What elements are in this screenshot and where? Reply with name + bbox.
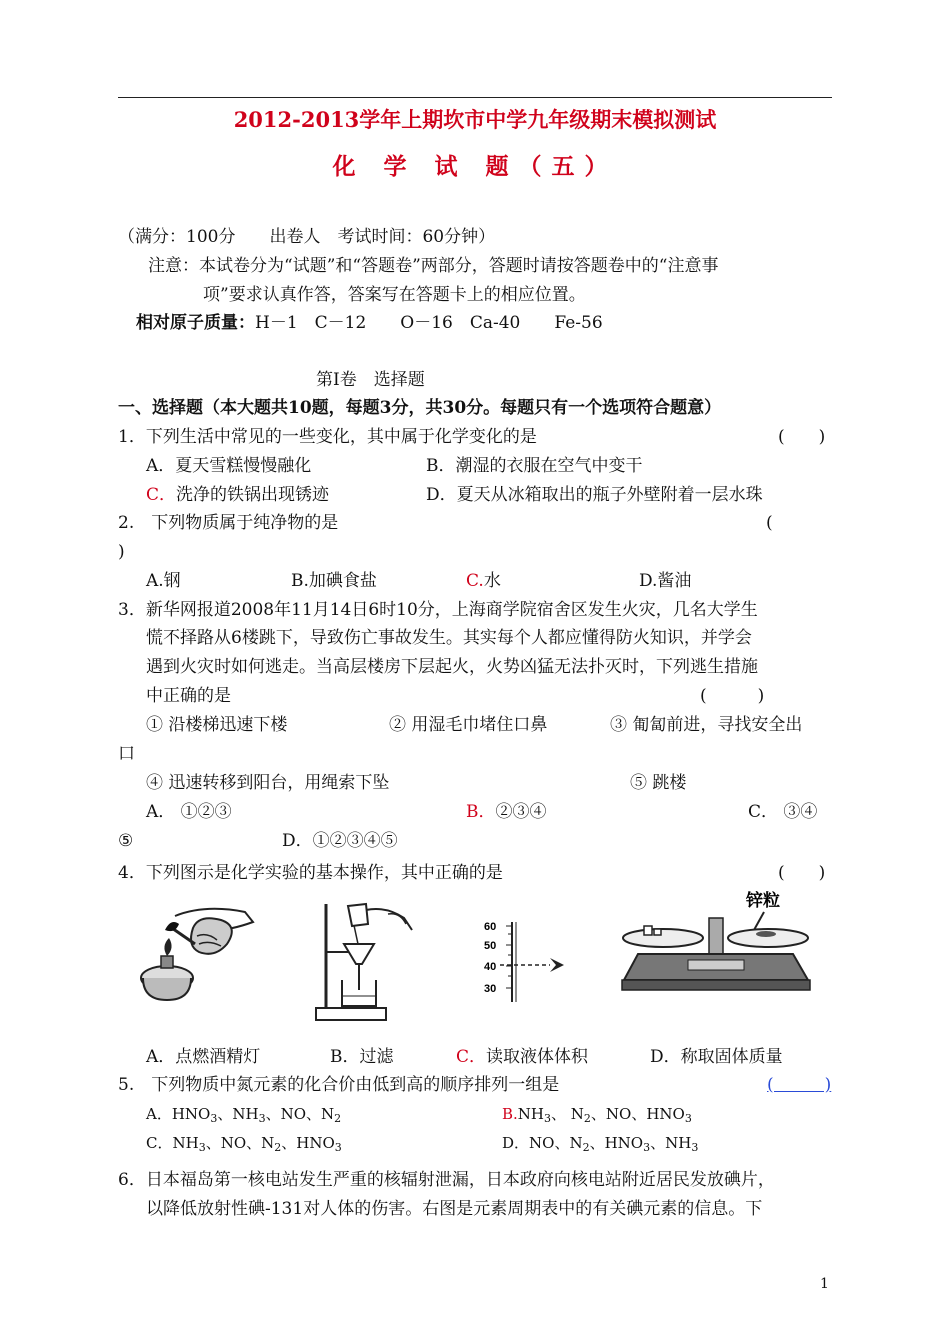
filtration-figure bbox=[308, 900, 428, 1025]
question-3-measure-3: ③ 匍匐前进，寻找安全出 bbox=[610, 715, 803, 735]
option-letter: B. bbox=[502, 1105, 518, 1123]
page-number: 1 bbox=[820, 1276, 829, 1292]
exam-subtitle: 化 学 试 题（五） bbox=[332, 153, 618, 180]
atomic-mass-line bbox=[136, 313, 603, 333]
question-1-blank: ( ) bbox=[778, 427, 826, 447]
question-2-blank-close: ) bbox=[118, 542, 125, 562]
question-3-line-1: 3．新华网报道2008年11月14日6时10分，上海商学院宿舍区发生火灾，几名大学生 bbox=[118, 600, 758, 620]
scale-tick-30: 30 bbox=[484, 983, 497, 995]
question-3-measure-5: ⑤ 跳楼 bbox=[630, 773, 687, 793]
question-4-option-a: A．点燃酒精灯 bbox=[146, 1047, 261, 1067]
option-letter: C． bbox=[146, 485, 177, 505]
question-5-option-c: C．$NH_3$、NO、$N_2$、$HNO_3$ bbox=[146, 1134, 342, 1154]
balance-figure bbox=[618, 880, 833, 1000]
question-1-option-a: A．夏天雪糕慢慢融化 bbox=[146, 456, 312, 476]
question-3-measure-4: ④ 迅速转移到阳台，用绳索下坠 bbox=[146, 773, 390, 793]
question-1-option-c bbox=[146, 485, 329, 505]
question-5-option-b bbox=[502, 1104, 692, 1129]
question-3-option-c: C． ③④ bbox=[748, 802, 818, 822]
question-5-stem: 5. 下列物质中氮元素的化合价由低到高的顺序排列一组是 bbox=[118, 1075, 560, 1095]
notice-line-2: 项”要求认真作答，答案写在答题卡上的相应位置。 bbox=[203, 285, 586, 305]
question-3-option-b bbox=[466, 802, 547, 822]
question-3-option-c-cont: ⑤ bbox=[118, 831, 134, 851]
question-5-blank: ( ) bbox=[767, 1075, 832, 1095]
notice-line-1: 注意：本试卷分为“试题”和“答题卷”两部分，答题时请按答题卷中的“注意事 bbox=[148, 256, 719, 276]
scale-tick-50: 50 bbox=[484, 940, 497, 952]
alcohol-lamp-figure bbox=[135, 900, 260, 1010]
question-4-option-b: B．过滤 bbox=[330, 1047, 394, 1067]
volume-title: 第Ⅰ卷 选择题 bbox=[316, 370, 425, 390]
question-1-option-d: D．夏天从冰箱取出的瓶子外壁附着一层水珠 bbox=[426, 485, 763, 505]
option-letter: B． bbox=[466, 802, 496, 822]
question-2-option-d: D.酱油 bbox=[639, 571, 692, 591]
question-2-option-a: A.钢 bbox=[146, 571, 181, 591]
atomic-mass-values: H－1 C－12 O－16 Ca-40 Fe-56 bbox=[255, 313, 603, 333]
scale-tick-60: 60 bbox=[484, 921, 497, 933]
question-3-option-a: A． ①②③ bbox=[146, 802, 232, 822]
question-1-stem: 1．下列生活中常见的一些变化，其中属于化学变化的是 bbox=[118, 427, 537, 447]
question-3-line-4: 中正确的是 bbox=[146, 686, 231, 706]
question-5-option-d: D．NO、$N_2$、$HNO_3$、$NH_3$ bbox=[502, 1134, 699, 1154]
exam-title: 2012-2013学年上期坎市中学九年级期末模拟测试 bbox=[233, 107, 717, 132]
question-3-line-2: 慌不择路从6楼跳下，导致伤亡事故发生。其实每个人都应懂得防火知识，并学会 bbox=[146, 628, 752, 648]
question-1-option-b: B．潮湿的衣服在空气中变干 bbox=[426, 456, 643, 476]
score-line: （满分：100分 出卷人 考试时间：60分钟） bbox=[118, 227, 496, 247]
question-3-blank: ( ) bbox=[700, 686, 765, 706]
option-letter: C． bbox=[456, 1047, 487, 1067]
question-3-measure-2: ② 用湿毛巾堵住口鼻 bbox=[389, 715, 548, 735]
question-2-option-b: B.加碘食盐 bbox=[291, 571, 377, 591]
scale-tick-40: 40 bbox=[484, 961, 497, 973]
question-4-blank: ( ) bbox=[778, 863, 826, 883]
cylinder-reading-figure bbox=[478, 918, 573, 1006]
question-4-stem: 4．下列图示是化学实验的基本操作，其中正确的是 bbox=[118, 863, 503, 883]
question-3-option-d: D．①②③④⑤ bbox=[282, 831, 398, 851]
question-2-stem: 2. 下列物质属于纯净物的是 bbox=[118, 513, 339, 533]
zinc-granule-label: 锌粒 bbox=[746, 891, 780, 911]
option-text: 读取液体体积 bbox=[486, 1047, 589, 1067]
question-3-measure-3-cont: 口 bbox=[118, 744, 135, 764]
part-title: 一、选择题（本大题共10题，每题3分，共30分。每题只有一个选项符合题意） bbox=[118, 398, 722, 418]
option-text: 水 bbox=[483, 571, 501, 591]
option-text: ②③④ bbox=[495, 802, 547, 822]
question-6-line-1: 6．日本福岛第一核电站发生严重的核辐射泄漏，日本政府向核电站附近居民发放碘片， bbox=[118, 1170, 775, 1190]
question-2-option-c bbox=[466, 571, 501, 591]
question-6-line-2: 以降低放射性碘-131对人体的伤害。右图是元素周期表中的有关碘元素的信息。下 bbox=[146, 1199, 763, 1219]
question-3-line-3: 遇到火灾时如何逃走。当高层楼房下层起火，火势凶猛无法扑灭时，下列逃生措施 bbox=[146, 657, 758, 677]
atomic-mass-label: 相对原子质量： bbox=[136, 313, 255, 333]
option-text: 洗净的铁锅出现锈迹 bbox=[176, 485, 330, 505]
question-3-measure-1: ① 沿楼梯迅速下楼 bbox=[146, 715, 288, 735]
question-4-option-c bbox=[456, 1047, 588, 1067]
question-2-blank-open: ( bbox=[766, 513, 773, 533]
option-text: $NH_3$、 $N_2$、NO、$HNO_3$ bbox=[517, 1105, 692, 1125]
option-letter: C. bbox=[466, 571, 484, 591]
question-5-option-a: A．$HNO_3$、$NH_3$、NO、$N_2$ bbox=[146, 1105, 342, 1125]
header-rule bbox=[118, 97, 832, 98]
question-4-option-d: D．称取固体质量 bbox=[650, 1047, 783, 1067]
